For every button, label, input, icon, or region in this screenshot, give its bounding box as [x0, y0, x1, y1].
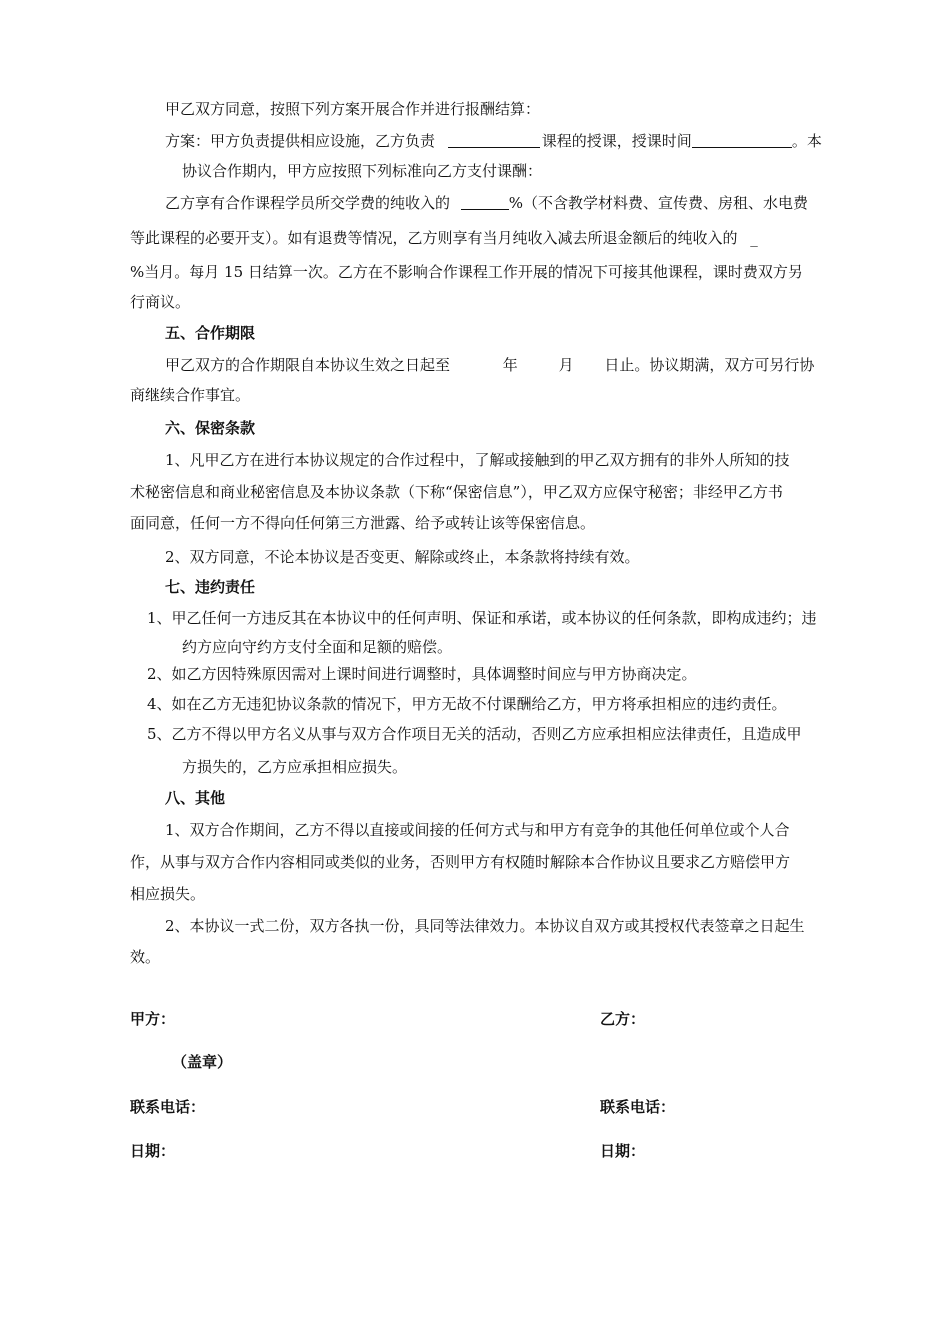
party-b-phone-label: 联系电话： [600, 1098, 676, 1116]
s5-year: 年 [502, 356, 518, 374]
party-b-date-label: 日期： [600, 1142, 646, 1160]
s5-text-2: 日止。协议期满，双方可另行协 [604, 356, 815, 374]
s6-p1-line-3: 面同意，任何一方不得向任何第三方泄露、给予或转让该等保密信息。 [130, 514, 596, 532]
s8-p2-line-1: 2、本协议一式二份，双方各执一份，具同等法律效力。本协议自双方或其授权代表签章之日起生 [165, 917, 805, 935]
intro-agree: 甲乙双方同意，按照下列方案开展合作并进行报酬结算： [165, 100, 541, 118]
s5-line-2: 商继续合作事宜。 [130, 386, 251, 404]
plan-text-2: 课程的授课，授课时间 [541, 132, 692, 150]
share-text-1: 乙方享有合作课程学员所交学费的纯收入的 [165, 194, 451, 212]
s7-item-4: 4、如在乙方无违犯协议条款的情况下，甲方无故不付课酬给乙方，甲方将承担相应的违约责任。 [147, 695, 787, 713]
section-6-heading: 六、保密条款 [165, 419, 256, 437]
course-blank [448, 131, 540, 148]
time-blank [692, 131, 792, 148]
share-line-2 [130, 228, 758, 248]
section-7-heading: 七、违约责任 [165, 578, 256, 596]
s8-p1-line-1: 1、双方合作期间，乙方不得以直接或间接的任何方式与和甲方有竞争的其他任何单位或个人合 [165, 821, 790, 839]
share-text-2: %（不含教学材料费、宣传费、房租、水电费 [508, 194, 809, 212]
share-line-4: 行商议。 [130, 293, 191, 311]
s5-month: 月 [558, 356, 574, 374]
party-a-phone-label: 联系电话： [130, 1098, 206, 1116]
share-line-3: %当月。每月 15 日结算一次。乙方在不影响合作课程工作开展的情况下可接其他课程，课时费双方另 [130, 263, 803, 281]
plan-text-1: 方案：甲方负责提供相应设施，乙方负责 [165, 132, 436, 150]
share-underscore: _ [750, 229, 758, 247]
share-text-3: 等此课程的必要开支）。如有退费等情况，乙方则享有当月纯收入减去所退金额后的纯收入的 [130, 229, 738, 247]
party-a-label: 甲方： [130, 1010, 176, 1028]
seal-label: （盖章） [172, 1053, 233, 1071]
plan-line [165, 131, 822, 151]
s5-line-1 [165, 355, 814, 375]
s6-p2: 2、双方同意，不论本协议是否变更、解除或终止，本条款将持续有效。 [165, 548, 640, 566]
section-8-heading: 八、其他 [165, 789, 226, 807]
percent-blank [461, 193, 509, 210]
s5-text-1: 甲乙双方的合作期限自本协议生效之日起至 [165, 356, 451, 374]
s7-item-1-line-2: 约方应向守约方支付全面和足额的赔偿。 [182, 638, 453, 656]
s8-p2-line-2: 效。 [130, 948, 161, 966]
section-5-heading: 五、合作期限 [165, 324, 256, 342]
plan-line-2: 协议合作期内，甲方应按照下列标准向乙方支付课酬： [182, 162, 543, 180]
plan-text-3: 。本 [791, 132, 822, 150]
s7-item-2: 2、如乙方因特殊原因需对上课时间进行调整时，具体调整时间应与甲方协商决定。 [147, 665, 697, 683]
s6-p1-line-1: 1、凡甲乙方在进行本协议规定的合作过程中，了解或接触到的甲乙双方拥有的非外人所知的技 [165, 451, 790, 469]
s7-item-5-line-1: 5、乙方不得以甲方名义从事与双方合作项目无关的活动，否则乙方应承担相应法律责任，且造成甲 [147, 725, 802, 743]
share-line-1 [165, 193, 808, 213]
party-a-date-label: 日期： [130, 1142, 176, 1160]
s7-item-1-line-1: 1、甲乙任何一方违反其在本协议中的任何声明、保证和承诺，或本协议的任何条款，即构成违约；违 [147, 609, 817, 627]
s8-p1-line-2: 作，从事与双方合作内容相同或类似的业务，否则甲方有权随时解除本合作协议且要求乙方赔偿甲方 [130, 853, 791, 871]
s7-item-5-line-2: 方损失的，乙方应承担相应损失。 [182, 758, 408, 776]
s6-p1-line-2: 术秘密信息和商业秘密信息及本协议条款（下称“保密信息”），甲乙双方应保守秘密；非经甲乙方书 [130, 483, 783, 501]
party-b-label: 乙方： [600, 1010, 646, 1028]
s8-p1-line-3: 相应损失。 [130, 885, 206, 903]
